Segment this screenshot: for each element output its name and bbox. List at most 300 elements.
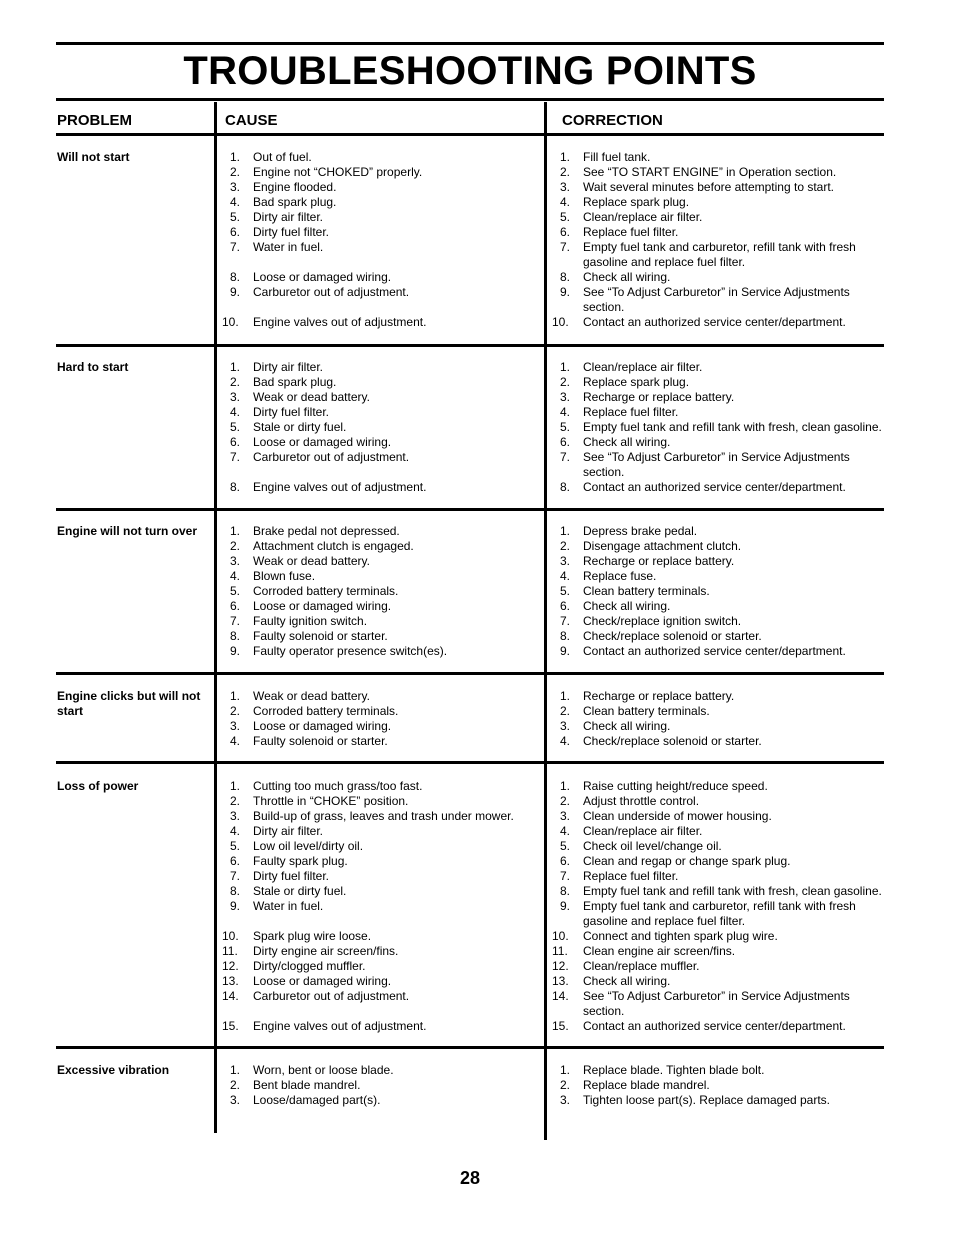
item-number: 1. <box>560 779 571 793</box>
list-item <box>550 315 884 330</box>
item-text: Bent blade mandrel. <box>253 1078 361 1092</box>
item-number: 2. <box>560 539 571 553</box>
list-item <box>550 225 884 240</box>
item-text: Adjust throttle control. <box>583 794 700 808</box>
item-text: Loose or damaged wiring. <box>253 719 392 733</box>
item-text: Connect and tighten spark plug wire. <box>583 929 778 943</box>
item-text: Dirty engine air screen/fins. <box>253 944 399 958</box>
item-text: Attachment clutch is engaged. <box>253 539 414 553</box>
item-number: 5. <box>230 584 241 598</box>
item-number: 8. <box>560 629 571 643</box>
item-text: Weak or dead battery. <box>253 554 370 568</box>
list-item <box>220 480 538 495</box>
item-number: 2. <box>230 539 241 553</box>
item-text: Weak or dead battery. <box>253 390 370 404</box>
list-item <box>220 779 538 794</box>
item-text: Clean and regap or change spark plug. <box>583 854 791 868</box>
item-number: 10. <box>222 315 239 329</box>
cause-list <box>220 524 538 659</box>
item-text: Carburetor out of adjustment. <box>253 989 410 1003</box>
list-item <box>220 569 538 584</box>
item-text: Corroded battery terminals. <box>253 584 399 598</box>
list-item <box>550 794 884 809</box>
item-number: 7. <box>560 869 571 883</box>
item-text: Empty fuel tank and carburetor, refill tank with fresh gasoline and replace fuel filter. <box>583 240 856 269</box>
item-text: Faulty operator presence switch(es). <box>253 644 448 658</box>
item-number: 13. <box>222 974 239 988</box>
item-number: 6. <box>230 854 241 868</box>
problem-label: Engine will not turn over <box>57 524 198 538</box>
item-number: 5. <box>230 420 241 434</box>
list-item <box>550 869 884 884</box>
item-text: Clean battery terminals. <box>583 704 710 718</box>
list-item <box>550 629 884 644</box>
item-number: 7. <box>560 450 571 464</box>
item-number: 2. <box>560 165 571 179</box>
item-number: 14. <box>552 989 569 1003</box>
item-number: 6. <box>560 225 571 239</box>
item-text: Dirty air filter. <box>253 360 324 374</box>
item-text: Cutting too much grass/too fast. <box>253 779 423 793</box>
item-text: Bad spark plug. <box>253 375 337 389</box>
item-text: See “TO START ENGINE” in Operation section. <box>583 165 837 179</box>
correction-list <box>550 360 884 495</box>
item-number: 12. <box>552 959 569 973</box>
item-number: 7. <box>230 869 241 883</box>
item-number: 4. <box>560 824 571 838</box>
item-number: 3. <box>560 1093 571 1107</box>
list-item <box>550 959 884 974</box>
item-number: 8. <box>230 270 241 284</box>
item-number: 14. <box>222 989 239 1003</box>
item-number: 4. <box>230 569 241 583</box>
item-number: 9. <box>560 899 571 913</box>
item-text: Carburetor out of adjustment. <box>253 450 410 464</box>
item-text: Tighten loose part(s). Replace damaged parts. <box>583 1093 831 1107</box>
item-text: Water in fuel. <box>253 899 324 913</box>
item-text: Replace blade mandrel. <box>583 1078 710 1092</box>
item-text: Blown fuse. <box>253 569 316 583</box>
item-number: 1. <box>560 689 571 703</box>
item-number: 8. <box>230 480 241 494</box>
list-item <box>550 974 884 989</box>
item-text: Low oil level/dirty oil. <box>253 839 364 853</box>
header-problem: PROBLEM <box>57 112 132 129</box>
item-text: Engine valves out of adjustment. <box>253 480 427 494</box>
item-number: 2. <box>560 1078 571 1092</box>
item-number: 2. <box>230 704 241 718</box>
list-item <box>220 165 538 180</box>
list-item <box>220 225 538 240</box>
item-number: 3. <box>560 719 571 733</box>
list-item <box>220 974 538 989</box>
item-text: Bad spark plug. <box>253 195 337 209</box>
item-text: Worn, bent or loose blade. <box>253 1063 394 1077</box>
item-text: Check all wiring. <box>583 719 671 733</box>
item-text: Dirty fuel filter. <box>253 405 330 419</box>
item-number: 2. <box>230 375 241 389</box>
item-number: 6. <box>560 854 571 868</box>
list-item <box>220 1093 538 1108</box>
item-number: 2. <box>230 794 241 808</box>
item-number: 4. <box>230 734 241 748</box>
list-item <box>550 584 884 599</box>
item-text: Faulty spark plug. <box>253 854 348 868</box>
list-item <box>550 854 884 869</box>
list-item <box>550 644 884 659</box>
list-item <box>220 195 538 210</box>
item-number: 13. <box>552 974 569 988</box>
list-item <box>550 240 884 270</box>
title-rule <box>56 98 884 101</box>
list-item <box>550 390 884 405</box>
list-item <box>550 929 884 944</box>
list-item <box>220 884 538 899</box>
cause-list <box>220 1063 538 1108</box>
row-divider <box>56 761 884 764</box>
item-number: 8. <box>230 884 241 898</box>
item-text: See “To Adjust Carburetor” in Service Adjustments section. <box>583 285 850 314</box>
item-number: 10. <box>222 929 239 943</box>
cause-list <box>220 689 538 749</box>
item-text: Corroded battery terminals. <box>253 704 399 718</box>
item-number: 2. <box>560 375 571 389</box>
item-number: 5. <box>560 420 571 434</box>
list-item <box>220 1063 538 1078</box>
list-item <box>550 779 884 794</box>
list-item <box>550 1063 884 1078</box>
list-item <box>550 1019 884 1034</box>
list-item <box>550 704 884 719</box>
item-text: Clean engine air screen/fins. <box>583 944 736 958</box>
item-text: Throttle in “CHOKE” position. <box>253 794 409 808</box>
item-number: 1. <box>230 150 241 164</box>
item-text: Depress brake pedal. <box>583 524 698 538</box>
item-number: 11. <box>552 944 568 958</box>
item-text: Engine valves out of adjustment. <box>253 315 427 329</box>
list-item <box>220 899 538 914</box>
item-number: 8. <box>560 480 571 494</box>
item-number: 2. <box>230 1078 241 1092</box>
item-number: 4. <box>560 405 571 419</box>
list-item <box>220 839 538 854</box>
column-divider-correction <box>544 102 547 1140</box>
item-text: Stale or dirty fuel. <box>253 420 347 434</box>
row-divider <box>56 133 884 136</box>
list-item <box>550 420 884 435</box>
item-number: 6. <box>560 435 571 449</box>
list-item <box>220 450 538 465</box>
list-item <box>550 435 884 450</box>
item-text: Recharge or replace battery. <box>583 689 735 703</box>
item-number: 2. <box>560 794 571 808</box>
problem-label: Will not start <box>57 150 130 164</box>
list-item <box>220 944 538 959</box>
list-item <box>550 210 884 225</box>
list-item <box>220 824 538 839</box>
item-text: Loose or damaged wiring. <box>253 599 392 613</box>
list-item <box>220 524 538 539</box>
list-item <box>550 480 884 495</box>
item-number: 4. <box>560 195 571 209</box>
item-number: 7. <box>560 240 571 254</box>
list-item <box>220 539 538 554</box>
list-item <box>220 734 538 749</box>
item-number: 8. <box>560 884 571 898</box>
item-text: Replace fuel filter. <box>583 405 679 419</box>
list-item <box>550 180 884 195</box>
item-text: Out of fuel. <box>253 150 312 164</box>
list-item <box>550 405 884 420</box>
item-text: Stale or dirty fuel. <box>253 884 347 898</box>
list-item <box>550 450 884 480</box>
list-item <box>550 884 884 899</box>
list-item <box>220 315 538 330</box>
page-number: 28 <box>459 1168 481 1188</box>
problem-label: Excessive vibration <box>57 1063 170 1077</box>
list-item <box>550 899 884 929</box>
list-item <box>220 210 538 225</box>
correction-list <box>550 689 884 749</box>
item-number: 6. <box>560 599 571 613</box>
list-item <box>550 734 884 749</box>
item-text: Carburetor out of adjustment. <box>253 285 410 299</box>
problem-label: Engine clicks but will not start <box>57 689 201 718</box>
item-text: Engine not “CHOKED” properly. <box>253 165 423 179</box>
item-text: Dirty fuel filter. <box>253 225 330 239</box>
list-item <box>550 1078 884 1093</box>
item-text: See “To Adjust Carburetor” in Service Adjustments section. <box>583 450 850 479</box>
list-item <box>550 524 884 539</box>
list-item <box>220 869 538 884</box>
list-item <box>550 150 884 165</box>
item-text: Fill fuel tank. <box>583 150 651 164</box>
item-number: 8. <box>560 270 571 284</box>
list-item <box>220 285 538 300</box>
item-text: Empty fuel tank and refill tank with fresh, clean gasoline. <box>583 420 882 434</box>
item-text: Faulty solenoid or starter. <box>253 629 388 643</box>
item-text: Engine valves out of adjustment. <box>253 1019 427 1033</box>
item-number: 5. <box>230 210 241 224</box>
list-item <box>220 794 538 809</box>
item-number: 1. <box>560 360 571 374</box>
item-number: 4. <box>230 824 241 838</box>
list-item <box>220 270 538 285</box>
item-number: 3. <box>560 180 571 194</box>
item-text: Replace fuel filter. <box>583 869 679 883</box>
list-item <box>550 360 884 375</box>
list-item <box>220 989 538 1004</box>
item-text: Empty fuel tank and carburetor, refill tank with fresh gasoline and replace fuel filter. <box>583 899 856 928</box>
item-text: Water in fuel. <box>253 240 324 254</box>
list-item <box>220 644 538 659</box>
item-text: Spark plug wire loose. <box>253 929 372 943</box>
list-item <box>220 584 538 599</box>
item-number: 5. <box>560 584 571 598</box>
list-item <box>220 929 538 944</box>
list-item <box>220 629 538 644</box>
item-text: Loose or damaged wiring. <box>253 435 392 449</box>
item-text: Check all wiring. <box>583 270 671 284</box>
item-text: Replace spark plug. <box>583 195 690 209</box>
list-item <box>550 599 884 614</box>
item-text: Check all wiring. <box>583 974 671 988</box>
item-number: 9. <box>230 899 241 913</box>
item-text: Contact an authorized service center/department. <box>583 315 846 329</box>
item-number: 7. <box>230 614 241 628</box>
item-text: Contact an authorized service center/department. <box>583 644 846 658</box>
list-item <box>550 689 884 704</box>
list-item <box>220 599 538 614</box>
item-number: 3. <box>230 1093 241 1107</box>
list-item <box>220 704 538 719</box>
item-number: 2. <box>230 165 241 179</box>
correction-list <box>550 524 884 659</box>
item-number: 2. <box>560 704 571 718</box>
item-number: 7. <box>230 450 241 464</box>
row-divider <box>56 672 884 675</box>
item-text: Clean/replace muffler. <box>583 959 700 973</box>
item-number: 1. <box>560 150 571 164</box>
problem-label: Loss of power <box>57 779 139 793</box>
column-divider-cause <box>214 102 217 1133</box>
list-item <box>550 569 884 584</box>
item-text: Clean/replace air filter. <box>583 824 703 838</box>
item-number: 1. <box>230 360 241 374</box>
item-number: 12. <box>222 959 239 973</box>
list-item <box>220 719 538 734</box>
item-number: 1. <box>560 524 571 538</box>
problem-label: Hard to start <box>57 360 129 374</box>
item-text: Replace fuel filter. <box>583 225 679 239</box>
item-text: Wait several minutes before attempting to start. <box>583 180 834 194</box>
item-number: 11. <box>222 944 238 958</box>
header-cause: CAUSE <box>225 112 278 129</box>
item-text: Weak or dead battery. <box>253 689 370 703</box>
cause-list <box>220 360 538 495</box>
item-number: 5. <box>560 839 571 853</box>
item-number: 9. <box>560 644 571 658</box>
item-text: Contact an authorized service center/department. <box>583 480 846 494</box>
row-divider <box>56 1046 884 1049</box>
list-item <box>550 1093 884 1108</box>
item-text: See “To Adjust Carburetor” in Service Adjustments section. <box>583 989 850 1018</box>
list-item <box>220 390 538 405</box>
item-number: 5. <box>560 210 571 224</box>
list-item <box>220 435 538 450</box>
item-text: Dirty air filter. <box>253 824 324 838</box>
list-item <box>550 270 884 285</box>
item-number: 6. <box>230 435 241 449</box>
item-text: Dirty air filter. <box>253 210 324 224</box>
item-number: 5. <box>230 839 241 853</box>
cause-list <box>220 150 538 330</box>
item-text: Recharge or replace battery. <box>583 554 735 568</box>
list-item <box>550 375 884 390</box>
item-number: 3. <box>560 554 571 568</box>
list-item <box>220 1019 538 1034</box>
list-item <box>220 405 538 420</box>
item-text: Check oil level/change oil. <box>583 839 722 853</box>
item-text: Loose/damaged part(s). <box>253 1093 381 1107</box>
list-item <box>220 554 538 569</box>
item-text: Replace fuse. <box>583 569 657 583</box>
list-item <box>550 809 884 824</box>
list-item <box>550 719 884 734</box>
item-text: Check/replace solenoid or starter. <box>583 629 762 643</box>
list-item <box>550 554 884 569</box>
item-text: Loose or damaged wiring. <box>253 974 392 988</box>
item-number: 3. <box>560 809 571 823</box>
item-text: Brake pedal not depressed. <box>253 524 400 538</box>
item-text: Engine flooded. <box>253 180 337 194</box>
item-number: 15. <box>552 1019 569 1033</box>
item-number: 3. <box>230 809 241 823</box>
item-number: 10. <box>552 315 569 329</box>
item-text: Check all wiring. <box>583 435 671 449</box>
list-item <box>550 839 884 854</box>
item-text: Check all wiring. <box>583 599 671 613</box>
item-number: 9. <box>560 285 571 299</box>
header-correction: CORRECTION <box>562 112 663 129</box>
list-item <box>550 539 884 554</box>
item-text: Faulty ignition switch. <box>253 614 368 628</box>
list-item <box>220 420 538 435</box>
correction-list <box>550 150 884 330</box>
list-item <box>550 165 884 180</box>
item-text: Faulty solenoid or starter. <box>253 734 388 748</box>
item-number: 7. <box>230 240 241 254</box>
page-title: TROUBLESHOOTING POINTS <box>183 49 757 93</box>
item-text: Raise cutting height/reduce speed. <box>583 779 768 793</box>
list-item <box>220 1078 538 1093</box>
item-text: Contact an authorized service center/department. <box>583 1019 846 1033</box>
item-text: Replace blade. Tighten blade bolt. <box>583 1063 765 1077</box>
item-number: 1. <box>230 524 241 538</box>
list-item <box>220 854 538 869</box>
list-item <box>220 240 538 255</box>
list-item <box>550 195 884 210</box>
list-item <box>220 180 538 195</box>
item-text: Dirty/clogged muffler. <box>253 959 366 973</box>
item-number: 3. <box>230 390 241 404</box>
item-number: 3. <box>230 719 241 733</box>
item-number: 15. <box>222 1019 239 1033</box>
item-number: 1. <box>230 689 241 703</box>
list-item <box>550 944 884 959</box>
item-number: 4. <box>230 405 241 419</box>
list-item <box>550 285 884 315</box>
item-number: 9. <box>230 644 241 658</box>
item-text: Recharge or replace battery. <box>583 390 735 404</box>
item-text: Loose or damaged wiring. <box>253 270 392 284</box>
list-item <box>220 809 538 824</box>
correction-list <box>550 779 884 1034</box>
list-item <box>220 614 538 629</box>
item-text: Dirty fuel filter. <box>253 869 330 883</box>
item-number: 4. <box>560 734 571 748</box>
list-item <box>220 360 538 375</box>
item-text: Empty fuel tank and refill tank with fresh, clean gasoline. <box>583 884 882 898</box>
item-number: 3. <box>560 390 571 404</box>
item-text: Check/replace ignition switch. <box>583 614 742 628</box>
item-text: Check/replace solenoid or starter. <box>583 734 762 748</box>
row-divider <box>56 344 884 347</box>
item-number: 3. <box>230 554 241 568</box>
item-text: Build-up of grass, leaves and trash under mower. <box>253 809 514 823</box>
item-text: Disengage attachment clutch. <box>583 539 742 553</box>
list-item <box>220 689 538 704</box>
